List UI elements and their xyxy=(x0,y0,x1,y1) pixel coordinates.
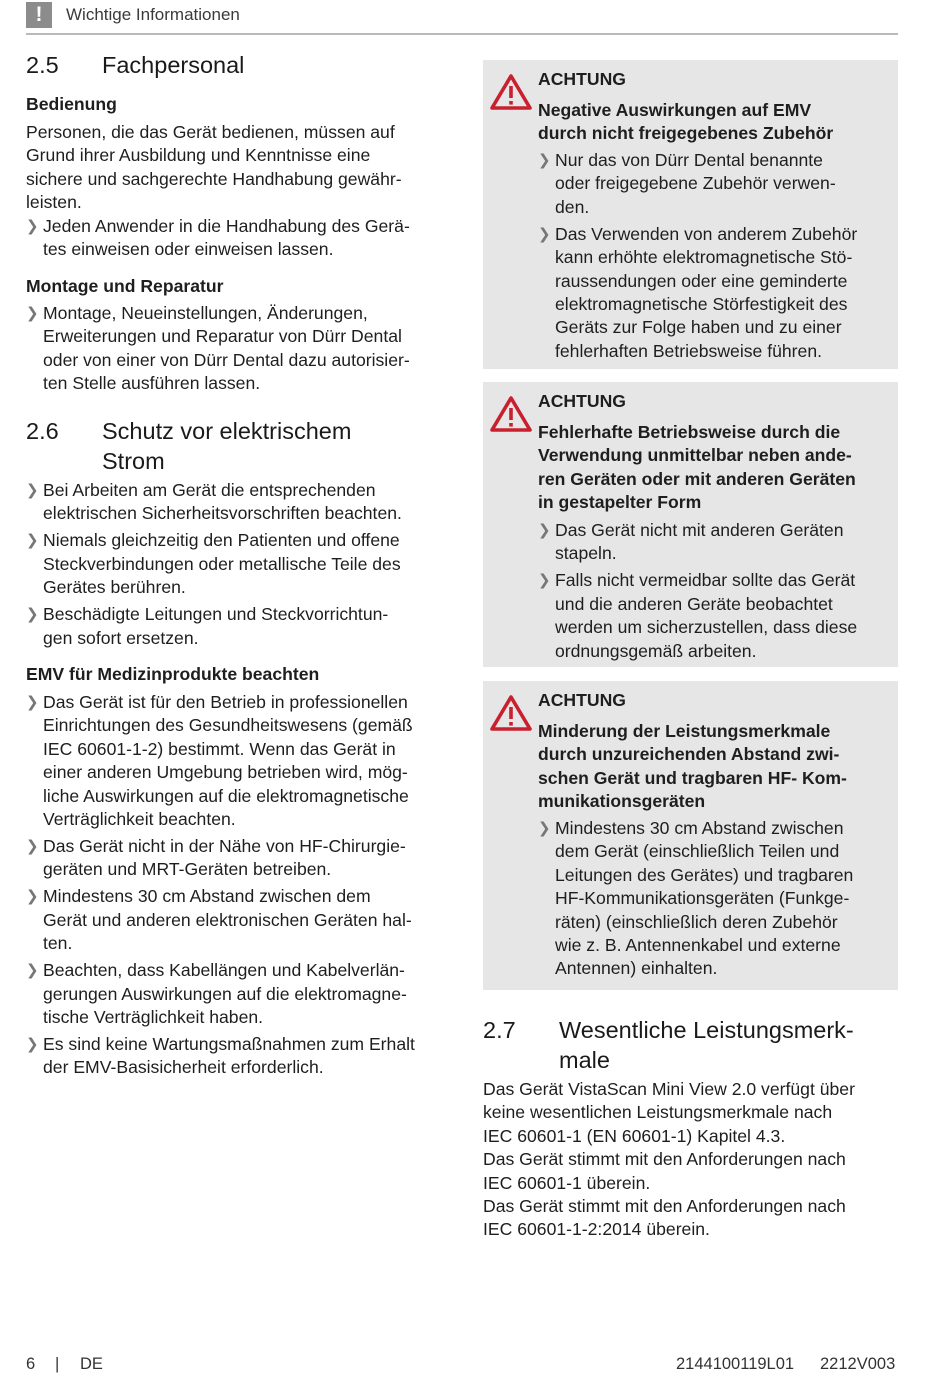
list-item xyxy=(26,1033,451,1080)
list-item-line: Das Gerät ist für den Betrieb in professionellen xyxy=(43,692,408,712)
list-item xyxy=(538,817,883,981)
warning-box xyxy=(483,382,898,667)
text-line: Das Gerät stimmt mit den Anforderungen nach xyxy=(483,1149,846,1170)
list-item xyxy=(26,479,451,526)
list-item xyxy=(26,215,451,262)
list-item xyxy=(538,569,883,663)
text-line: Negative Auswirkungen auf EMV xyxy=(538,100,812,120)
list-item-line: ten. xyxy=(43,933,73,954)
list-item-line: Das Gerät nicht in der Nähe von HF-Chirurgie- xyxy=(43,836,406,857)
section-number: 2.6 xyxy=(26,418,59,444)
text-line: schen Gerät und tragbaren HF- Kom- xyxy=(538,767,847,788)
list-item-line: Jeden Anwender in die Handhabung des Gerä- xyxy=(43,216,410,236)
list-item xyxy=(26,603,451,650)
montage-list xyxy=(26,302,451,399)
list-item-line: Mindestens 30 cm Abstand zwischen xyxy=(555,818,844,838)
list-item-line: Erweiterungen und Reparatur von Dürr Dental xyxy=(43,326,402,347)
section-title xyxy=(559,1015,899,1075)
list-item xyxy=(26,885,451,955)
text-line: Minderung der Leistungsmerkmale xyxy=(538,721,831,741)
list-item-line: IEC 60601-1-2) bestimmt. Wenn das Gerät in xyxy=(43,738,396,759)
page-header xyxy=(26,0,898,35)
list-item-line: Niemals gleichzeitig den Patienten und offene xyxy=(43,530,400,551)
list-item-line: elektrischen Sicherheitsvorschriften beachten. xyxy=(43,503,402,524)
section-title xyxy=(102,416,442,476)
warning-label: ACHTUNG xyxy=(538,391,626,411)
chevron-right-icon: ❯ xyxy=(26,218,39,235)
list-item-line: Es sind keine Wartungsmaßnahmen zum Erhalt xyxy=(43,1034,415,1055)
list-item-line: Das Gerät nicht mit anderen Geräten xyxy=(555,520,844,540)
warning-box xyxy=(483,60,898,369)
list-item-line: dem Gerät (einschließlich Teilen und xyxy=(555,841,840,862)
list-item-line: oder freigegebene Zubehör verwen- xyxy=(555,173,836,194)
header-title: Wichtige Informationen xyxy=(66,5,240,24)
text-line: Verwendung unmittelbar neben ande- xyxy=(538,445,852,466)
emv-list xyxy=(26,691,451,1083)
list-item-line: werden um sicherzustellen, dass diese xyxy=(555,617,858,638)
chevron-right-icon: ❯ xyxy=(26,482,39,499)
chevron-right-icon: ❯ xyxy=(538,522,551,539)
list-item-line: liche Auswirkungen auf die elektromagnetische xyxy=(43,785,409,806)
footer-separator: | xyxy=(55,1355,60,1373)
page-number: 6 xyxy=(26,1355,36,1373)
performance-paragraph xyxy=(483,1078,855,1242)
text-line: Personen, die das Gerät bedienen, müssen auf xyxy=(26,122,395,142)
section-number: 2.5 xyxy=(26,52,59,78)
warning-triangle-icon xyxy=(490,396,532,432)
list-item-line: HF-Kommunikationsgeräten (Funkge- xyxy=(555,888,850,909)
list-item-line: Beschädigte Leitungen und Steckvorrichtun- xyxy=(43,604,389,625)
list-item xyxy=(538,223,883,363)
section-number: 2.7 xyxy=(483,1017,516,1043)
chevron-right-icon: ❯ xyxy=(26,606,39,624)
chevron-right-icon: ❯ xyxy=(538,225,551,243)
chevron-right-icon: ❯ xyxy=(26,694,39,711)
list-item-line: Nur das von Dürr Dental benannte xyxy=(555,150,823,170)
text-line: Das Gerät stimmt mit den Anforderungen nach xyxy=(483,1196,846,1217)
list-item-line: oder von einer von Dürr Dental dazu autorisier- xyxy=(43,349,410,370)
list-item-line: Beachten, dass Kabellängen und Kabelverlän- xyxy=(43,960,405,981)
chevron-right-icon: ❯ xyxy=(538,152,551,169)
list-item-line: und die anderen Geräte beobachtet xyxy=(555,593,833,614)
list-item-line: Leitungen des Gerätes) und tragbaren xyxy=(555,864,854,885)
list-item xyxy=(26,691,451,831)
warning-label: ACHTUNG xyxy=(538,69,626,89)
list-item-line: ten Stelle ausführen lassen. xyxy=(43,373,261,394)
list-item xyxy=(26,529,451,599)
warning-label: ACHTUNG xyxy=(538,690,626,710)
list-item-line: wie z. B. Antennenkabel und externe xyxy=(555,935,841,956)
list-item-line: Montage, Neueinstellungen, Änderungen, xyxy=(43,303,368,323)
bedienung-paragraph xyxy=(26,121,402,215)
list-item-line: der EMV-Basisicherheit erforderlich. xyxy=(43,1057,324,1078)
list-item-line: geräten und MRT-Geräten betreiben. xyxy=(43,859,332,880)
exclamation-icon: ! xyxy=(26,2,52,28)
list-item-line: Geräts zur Folge haben und zu einer xyxy=(555,317,842,338)
list-item-line: Gerätes berühren. xyxy=(43,577,186,598)
section-title: Fachpersonal xyxy=(102,52,245,78)
list-item-line: Das Verwenden von anderem Zubehör xyxy=(555,223,858,244)
text-line: in gestapelter Form xyxy=(538,492,702,513)
text-line: Wesentliche Leistungsmerk- xyxy=(559,1017,854,1043)
list-item-line: raussendungen oder eine geminderte xyxy=(555,270,848,291)
list-item-line: Einrichtungen des Gesundheitswesens (gemäß xyxy=(43,715,413,736)
text-line: Strom xyxy=(102,448,165,474)
warning-title xyxy=(538,99,888,146)
list-item-line: elektromagnetische Störfestigkeit des xyxy=(555,294,848,315)
list-item xyxy=(538,519,883,566)
list-item-line: Antennen) einhalten. xyxy=(555,958,718,979)
text-line: Schutz vor elektrischem xyxy=(102,418,352,444)
list-item-line: stapeln. xyxy=(555,543,617,564)
list-item-line: tes einweisen oder einweisen lassen. xyxy=(43,239,334,260)
text-line: keine wesentlichen Leistungsmerkmale nach xyxy=(483,1102,833,1123)
emv-heading: EMV für Medizinprodukte beachten xyxy=(26,664,320,684)
chevron-right-icon: ❯ xyxy=(26,1036,39,1054)
chevron-right-icon: ❯ xyxy=(26,838,39,856)
warning-bullets xyxy=(538,519,883,667)
text-line: durch nicht freigegebenes Zubehör xyxy=(538,123,834,144)
montage-heading: Montage und Reparatur xyxy=(26,276,224,296)
bedienung-list xyxy=(26,215,451,265)
warning-triangle-icon xyxy=(490,74,532,110)
text-line: IEC 60601-1 (EN 60601-1) Kapitel 4.3. xyxy=(483,1125,786,1146)
text-line: Grund ihrer Ausbildung und Kenntnisse eine xyxy=(26,145,371,166)
warning-bullets xyxy=(538,817,883,984)
chevron-right-icon: ❯ xyxy=(26,888,39,906)
list-item xyxy=(26,302,451,396)
text-line: Das Gerät VistaScan Mini View 2.0 verfügt über xyxy=(483,1079,855,1099)
electrical-safety-list xyxy=(26,479,451,654)
chevron-right-icon: ❯ xyxy=(26,305,39,322)
text-line: leisten. xyxy=(26,192,82,213)
warning-title xyxy=(538,421,888,515)
chevron-right-icon: ❯ xyxy=(26,962,39,980)
list-item-line: kann erhöhte elektromagnetische Stö- xyxy=(555,247,853,268)
document-number: 2144100119L01 xyxy=(676,1355,795,1373)
footer-language: DE xyxy=(80,1355,103,1373)
list-item-line: den. xyxy=(555,196,590,217)
text-line: durch unzureichenden Abstand zwi- xyxy=(538,744,840,765)
text-line: IEC 60601-1 überein. xyxy=(483,1172,651,1193)
list-item-line: Falls nicht vermeidbar sollte das Gerät xyxy=(555,570,856,591)
chevron-right-icon: ❯ xyxy=(538,820,551,837)
list-item-line: ordnungsgemäß arbeiten. xyxy=(555,640,757,661)
chevron-right-icon: ❯ xyxy=(538,572,551,590)
list-item xyxy=(538,149,883,219)
document-version: 2212V003 xyxy=(820,1355,896,1373)
list-item-line: räten) (einschließlich deren Zubehör xyxy=(555,911,838,932)
text-line: Fehlerhafte Betriebsweise durch die xyxy=(538,422,841,442)
list-item-line: tische Verträglichkeit haben. xyxy=(43,1007,264,1028)
warning-bullets xyxy=(538,149,883,367)
list-item-line: Verträglichkeit beachten. xyxy=(43,809,236,830)
text-line: male xyxy=(559,1047,610,1073)
list-item-line: gen sofort ersetzen. xyxy=(43,627,199,648)
list-item xyxy=(26,959,451,1029)
list-item-line: Bei Arbeiten am Gerät die entsprechenden xyxy=(43,480,376,500)
warning-title xyxy=(538,720,888,814)
text-line: IEC 60601-1-2:2014 überein. xyxy=(483,1219,710,1240)
list-item-line: einer anderen Umgebung betrieben wird, mög- xyxy=(43,762,408,783)
text-line: munikationsgeräten xyxy=(538,791,706,812)
list-item-line: Gerät und anderen elektronischen Geräten hal- xyxy=(43,909,412,930)
list-item-line: Steckverbindungen oder metallische Teile des xyxy=(43,553,401,574)
chevron-right-icon: ❯ xyxy=(26,532,39,550)
warning-box xyxy=(483,681,898,990)
warning-triangle-icon xyxy=(490,695,532,731)
list-item-line: gerungen Auswirkungen auf die elektromagne- xyxy=(43,983,407,1004)
list-item-line: Mindestens 30 cm Abstand zwischen dem xyxy=(43,886,371,907)
list-item xyxy=(26,835,451,882)
text-line: sichere und sachgerechte Handhabung gewähr- xyxy=(26,168,402,189)
list-item-line: fehlerhaften Betriebsweise führen. xyxy=(555,340,822,361)
bedienung-heading: Bedienung xyxy=(26,94,117,114)
text-line: ren Geräten oder mit anderen Geräten xyxy=(538,468,856,489)
